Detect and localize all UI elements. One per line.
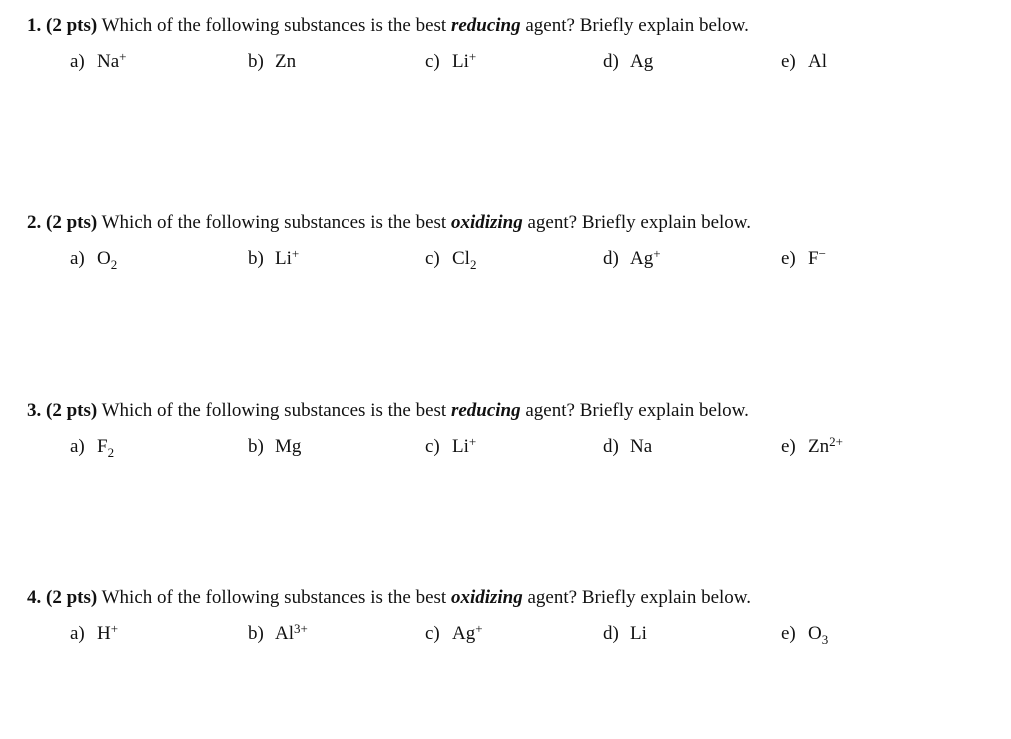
choice-formula: Na+: [97, 49, 127, 72]
choice-formula: F−: [808, 246, 826, 269]
choice-a[interactable]: [70, 50, 127, 74]
choice-formula: Al: [808, 51, 827, 72]
choice-formula: Li+: [452, 434, 477, 457]
choice-formula: $Zn^{2+}$: [808, 434, 843, 457]
choice-letter: c): [425, 623, 440, 644]
choice-b[interactable]: [248, 50, 296, 74]
choice-formula: $F_2$: [97, 436, 115, 460]
choice-formula: Li+: [452, 49, 477, 72]
question-points: (2 pts): [46, 15, 98, 36]
choice-c[interactable]: [425, 247, 476, 271]
choice-c[interactable]: [425, 50, 476, 74]
question-text-after: agent? Briefly explain below.: [522, 587, 752, 608]
question-text-before: Which of the following substances is the best: [97, 587, 451, 608]
choice-letter: e): [781, 623, 796, 644]
choice-letter: a): [70, 436, 85, 457]
question-2: [27, 211, 987, 277]
choice-formula: Li: [630, 623, 647, 644]
choice-formula: Li+: [275, 246, 300, 269]
answer-choices: [27, 50, 987, 80]
choice-formula: $O_2$: [97, 248, 118, 272]
choice-formula: $Al^{3+}$: [275, 621, 308, 644]
question-3: [27, 399, 987, 465]
choice-d[interactable]: [603, 247, 661, 271]
choice-letter: d): [603, 248, 619, 269]
question-stem: [27, 586, 987, 610]
choice-formula: Ag+: [452, 621, 483, 644]
choice-d[interactable]: [603, 622, 647, 646]
choice-letter: e): [781, 51, 796, 72]
choice-formula: $O_3$: [808, 623, 829, 647]
answer-choices: [27, 435, 987, 465]
question-stem: [27, 211, 987, 235]
question-1: [27, 14, 987, 80]
question-number: 1.: [27, 15, 42, 36]
question-number: 3.: [27, 400, 42, 421]
choice-letter: b): [248, 436, 264, 457]
question-keyword: oxidizing: [450, 587, 523, 608]
choice-letter: a): [70, 51, 85, 72]
choice-e[interactable]: [781, 50, 827, 74]
choice-a[interactable]: [70, 622, 118, 646]
answer-choices: [27, 622, 987, 652]
choice-letter: c): [425, 51, 440, 72]
question-keyword: oxidizing: [450, 212, 523, 233]
choice-letter: d): [603, 623, 619, 644]
choice-formula: Ag+: [630, 246, 661, 269]
choice-b[interactable]: [248, 247, 299, 271]
choice-e[interactable]: [781, 622, 828, 646]
choice-a[interactable]: [70, 247, 117, 271]
choice-b[interactable]: [248, 435, 301, 459]
choice-letter: b): [248, 51, 264, 72]
choice-letter: c): [425, 436, 440, 457]
answer-choices: [27, 247, 987, 277]
question-text-before: Which of the following substances is the best: [97, 15, 451, 36]
question-text-before: Which of the following substances is the best: [97, 400, 451, 421]
question-stem: [27, 399, 987, 423]
choice-formula: $Cl_2$: [452, 248, 477, 272]
choice-letter: e): [781, 248, 796, 269]
choice-letter: d): [603, 51, 619, 72]
choice-formula: Zn: [275, 51, 297, 72]
choice-formula: Ag: [630, 51, 654, 72]
choice-formula: H+: [97, 621, 119, 644]
choice-letter: c): [425, 248, 440, 269]
choice-letter: a): [70, 248, 85, 269]
choice-d[interactable]: [603, 435, 652, 459]
question-stem: [27, 14, 987, 38]
choice-formula: Na: [630, 436, 653, 457]
choice-formula: Mg: [275, 436, 302, 457]
choice-c[interactable]: [425, 622, 483, 646]
question-points: (2 pts): [46, 400, 98, 421]
choice-letter: e): [781, 436, 796, 457]
choice-e[interactable]: [781, 247, 826, 271]
question-points: (2 pts): [46, 212, 98, 233]
choice-letter: b): [248, 248, 264, 269]
choice-letter: d): [603, 436, 619, 457]
choice-e[interactable]: [781, 435, 843, 459]
choice-b[interactable]: [248, 622, 308, 646]
question-text-after: agent? Briefly explain below.: [520, 400, 749, 421]
question-points: (2 pts): [46, 587, 98, 608]
question-keyword: reducing: [450, 15, 521, 36]
question-number: 2.: [27, 212, 42, 233]
question-keyword: reducing: [450, 400, 521, 421]
choice-letter: a): [70, 623, 85, 644]
choice-d[interactable]: [603, 50, 653, 74]
question-text-before: Which of the following substances is the best: [97, 212, 451, 233]
question-number: 4.: [27, 587, 42, 608]
choice-letter: b): [248, 623, 264, 644]
question-text-after: agent? Briefly explain below.: [520, 15, 749, 36]
question-4: [27, 586, 987, 652]
choice-a[interactable]: [70, 435, 114, 459]
question-text-after: agent? Briefly explain below.: [522, 212, 752, 233]
choice-c[interactable]: [425, 435, 476, 459]
